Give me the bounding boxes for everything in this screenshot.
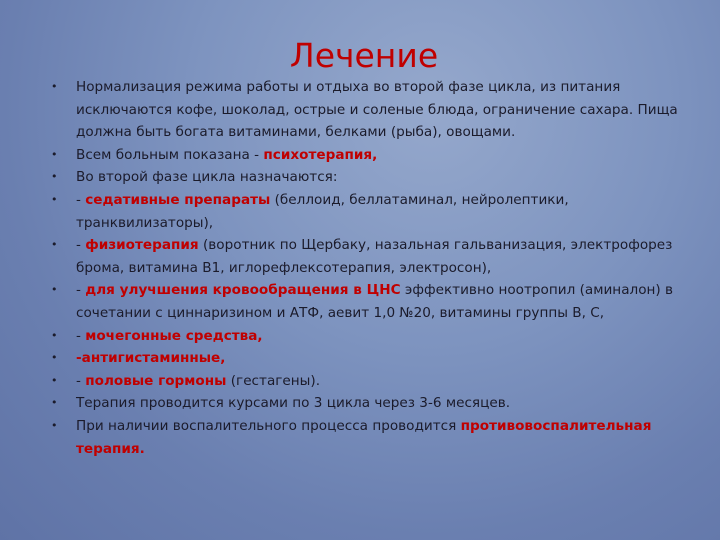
highlight-text: противовоспалительная [460,417,652,434]
bullet-item [0,76,720,144]
bullet-marker: • [51,170,58,184]
bullet-item [0,347,720,370]
bullet-item [0,370,720,393]
bullet-item [0,234,720,279]
bullet-text: - [76,282,86,299]
bullet-list [0,76,720,460]
highlight-text: терапия. [76,440,145,457]
bullet-text: - [76,372,86,389]
highlight-text: физиотерапия [85,237,199,254]
bullet-marker: • [51,418,58,432]
slide-title: Лечение [289,36,439,75]
bullet-text: - [76,237,86,254]
bullet-text: (гестагены). [226,372,321,389]
bullet-marker: • [51,192,58,206]
bullet-marker: • [51,328,58,342]
bullet-item [0,325,720,348]
bullet-text: Всем больным показана - [76,146,264,163]
bullet-item [0,415,720,460]
bullet-text: - [76,191,86,208]
bullet-marker: • [51,351,58,365]
highlight-text: -антигистаминные, [76,350,226,367]
bullet-text: - [76,327,86,344]
bullet-text: эффективно ноотропил (аминалон) в сочетании с циннаризином и АТФ, аевит 1,0 №20, витамины группы В, С, [76,282,674,321]
bullet-item [0,166,720,189]
bullet-text: Нормализация режима работы и отдыха во второй фазе цикла, из питания исключаются кофе, шоколад, острые и соленые блюда, ограничение сахара. Пища должна быть богата витаминами, белками (рыба), овощами. [76,79,678,141]
bullet-marker: • [51,147,58,161]
highlight-text: для улучшения кровообращения в ЦНС [85,282,401,299]
highlight-text: психотерапия, [263,146,378,163]
bullet-marker: • [51,238,58,252]
bullet-item [0,189,720,234]
bullet-marker: • [51,373,58,387]
highlight-text: седативные препараты [85,191,271,208]
bullet-item [0,144,720,167]
bullet-marker: • [51,283,58,297]
bullet-text: (беллоид, беллатаминал, нейролептики, транквилизаторы), [76,191,569,231]
bullet-text: (воротник по Щербаку, назальная гальванизация, электрофорез брома, витамина В1, иглорефлексотерапия, электросон), [76,237,673,276]
bullet-marker: • [51,396,58,410]
highlight-text: половые гормоны [85,372,227,389]
bullet-text: Терапия проводится курсами по 3 цикла через 3-6 месяцев. [76,395,511,412]
bullet-marker: • [51,80,58,93]
highlight-text: мочегонные средства, [85,327,263,344]
bullet-text: При наличии воспалительного процесса проводится [76,417,461,434]
bullet-item [0,392,720,415]
bullet-item [0,279,720,324]
bullet-text: Во второй фазе цикла назначаются: [76,169,338,186]
